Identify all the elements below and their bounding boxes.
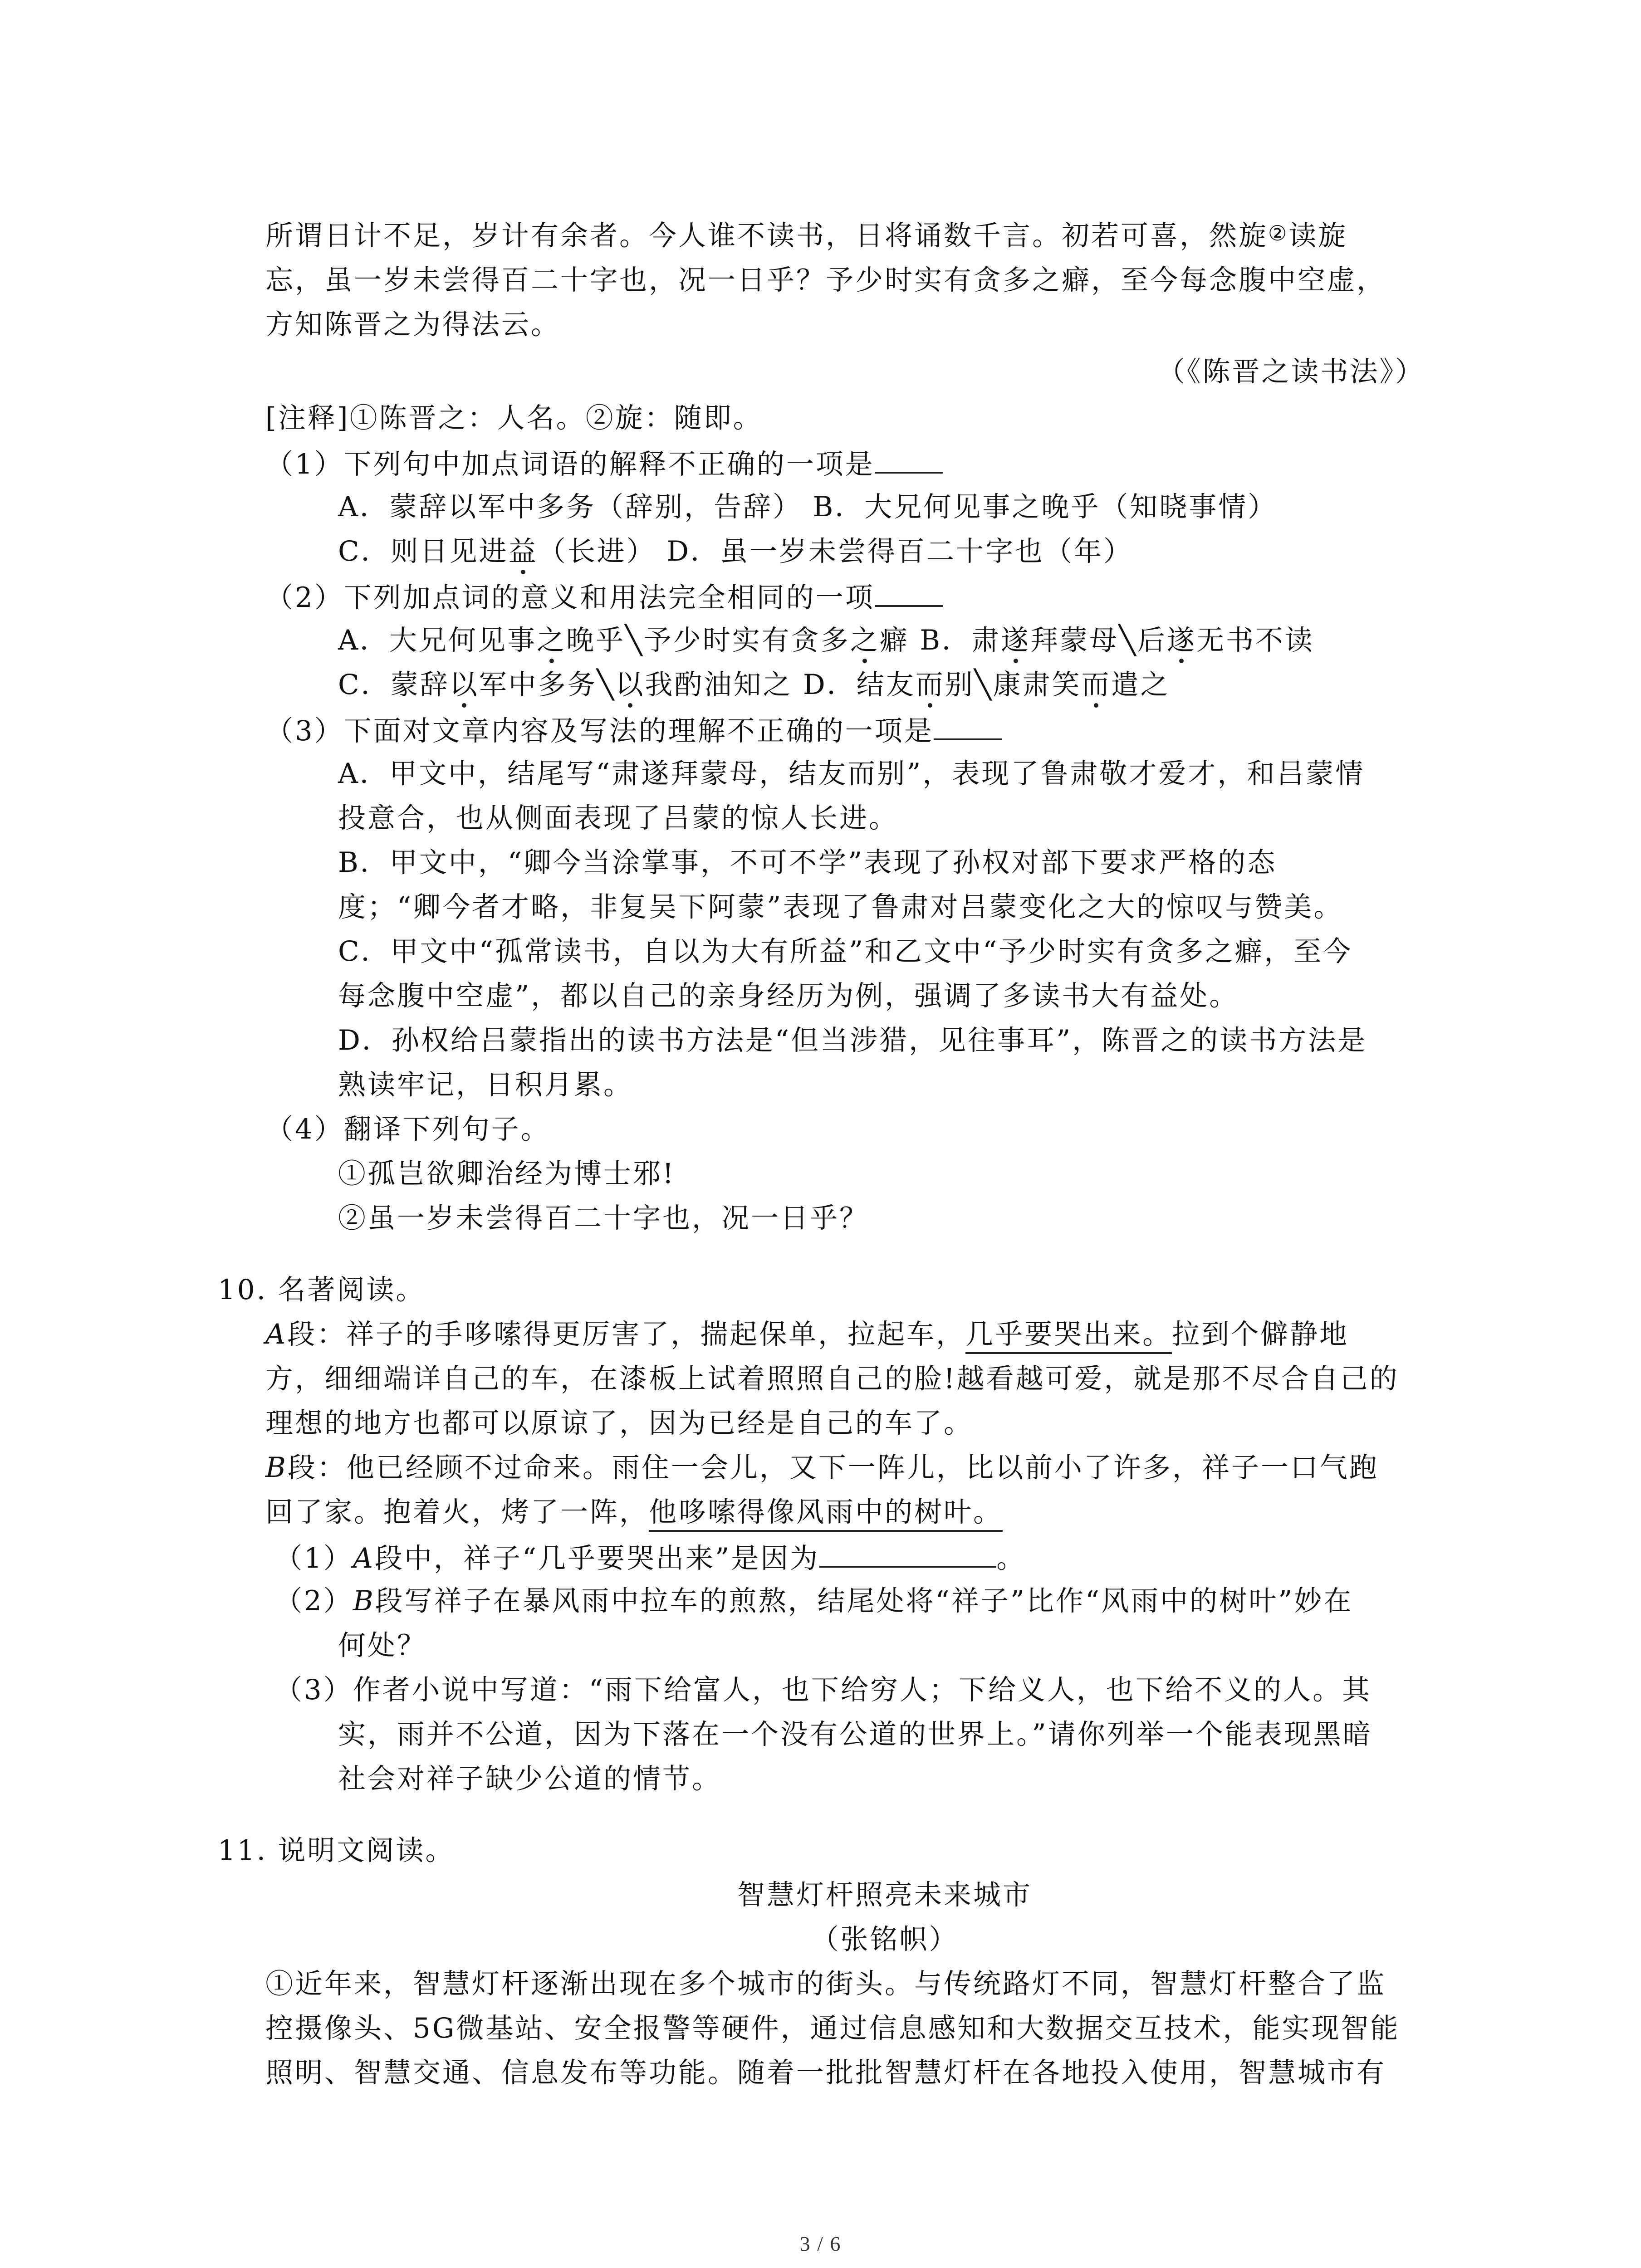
article-author: （张铭帜）: [811, 1923, 959, 1955]
answer-blank[interactable]: [934, 711, 1002, 740]
q9-3-option-b: B．甲文中，“卿今当涂掌事，不可不学”表现了孙权对部下要求严格的态: [338, 846, 1277, 879]
q9-1-options-ab: A．蒙辞以军中多务（辞别，告辞） B．大兄何见事之晚乎（知晓事情）: [338, 491, 1278, 523]
answer-blank[interactable]: [875, 578, 943, 607]
page-number: 3 / 6: [799, 2232, 842, 2255]
q9-3-option-c-cont: 每念腹中空虚”，都以自己的亲身经历为例，强调了多读书大有益处。: [338, 980, 1239, 1012]
annotation-note: [注释]①陈晋之：人名。②旋：随即。: [265, 402, 763, 434]
q10-passage-b-2: 回了家。抱着火，烤了一阵，他哆嗦得像风雨中的树叶。: [265, 1494, 1003, 1530]
q10-sub-3-cont-2: 社会对祥子缺少公道的情节。: [338, 1763, 722, 1795]
q11-title: 11. 说明文阅读。: [218, 1834, 455, 1867]
q10-title: 10. 名著阅读。: [218, 1274, 426, 1306]
q9-1-stem: （1）下列句中加点词语的解释不正确的一项是: [265, 445, 943, 483]
q10-sub-2-cont: 何处？: [338, 1629, 427, 1662]
article-paragraph-line-3: 照明、智慧交通、信息发布等功能。随着一批批智慧灯杆在各地投入使用，智慧城市有: [265, 2057, 1386, 2089]
q9-3-option-b-cont: 度；“卿今者才略，非复吴下阿蒙”表现了鲁肃对吕蒙变化之大的惊叹与赞美。: [338, 891, 1343, 923]
answer-blank[interactable]: [819, 1539, 996, 1568]
q9-4-sentence-1: ①孤岂欲卿治经为博士邪!: [338, 1158, 676, 1190]
q10-sub-3-cont-1: 实，雨并不公道，因为下落在一个没有公道的世界上。”请你列举一个能表现黑暗: [338, 1718, 1372, 1750]
q10-sub-2: （2）B段写祥子在暴风雨中拉车的煎熬，结尾处将“祥子”比作“风雨中的树叶”妙在: [274, 1585, 1353, 1617]
article-paragraph-line-1: ①近年来，智慧灯杆逐渐出现在多个城市的街头。与传统路灯不同，智慧灯杆整合了监: [265, 1968, 1386, 2000]
q9-4-stem: （4）翻译下列句子。: [265, 1113, 550, 1145]
q9-3-option-a: A．甲文中，结尾写“肃遂拜蒙母，结友而别”，表现了鲁肃敬才爱才，和吕蒙情: [338, 758, 1365, 790]
q9-3-stem: （3）下面对文章内容及写法的理解不正确的一项是: [265, 711, 1002, 749]
article-paragraph-line-2: 控摄像头、5G微基站、安全报警等硬件，通过信息感知和大数据交互技术，能实现智能: [265, 2012, 1400, 2044]
q9-3-option-d-cont: 熟读牢记，日积月累。: [338, 1069, 633, 1101]
q10-passage-a-2: 方，细细端详自己的车，在漆板上试着照照自己的脸!越看越可爱，就是那不尽合自己的: [265, 1363, 1399, 1395]
q9-3-option-c: C．甲文中“孤常读书，自以为大有所益”和乙文中“予少时实有贪多之癖，至今: [338, 935, 1353, 968]
passage-line-1: 所谓日计不足，岁计有余者。今人谁不读书，日将诵数千言。初若可喜，然旋②读旋: [265, 220, 1348, 252]
passage-source: （《陈晋之读书法》）: [1157, 356, 1425, 388]
passage-line-2: 忘，虽一岁未尝得百二十字也，况一日乎？予少时实有贪多之癖，至今每念腹中空虚，: [265, 264, 1386, 296]
q10-passage-b-1: B段：他已经顾不过命来。雨住一会儿，又下一阵儿，比以前小了许多，祥子一口气跑: [265, 1452, 1379, 1484]
passage-line-3: 方知陈晋之为得法云。: [265, 308, 561, 341]
q9-3-option-d: D．孙权给吕蒙指出的读书方法是“但当涉猎，见往事耳”，陈晋之的读书方法是: [338, 1024, 1367, 1056]
q10-sub-1: （1）A段中，祥子“几乎要哭出来”是因为 。: [274, 1539, 1026, 1577]
q9-4-sentence-2: ②虽一岁未尝得百二十字也，况一日乎？: [338, 1202, 869, 1234]
q10-passage-a-1: A段：祥子的手哆嗦得更厉害了，揣起保单，拉起车，几乎要哭出来。拉到个僻静地: [265, 1316, 1349, 1353]
q9-2-options-cd: C．蒙辞以军中多务╲以我酌油知之 D．结友而别╲康肃笑而遣之: [338, 667, 1170, 703]
q9-2-options-ab: A．大兄何见事之晚乎╲予少时实有贪多之癖 B．肃遂拜蒙母╲后遂无书不读: [338, 622, 1314, 659]
q10-passage-a-3: 理想的地方也都可以原谅了，因为已经是自己的车了。: [265, 1407, 974, 1439]
answer-blank[interactable]: [875, 445, 943, 474]
q9-1-options-cd: C．则日见进益（长进） D．虽一岁未尝得百二十字也（年）: [338, 533, 1133, 570]
q10-sub-3: （3）作者小说中写道：“雨下给富人，也下给穷人；下给义人，也下给不义的人。其: [274, 1674, 1372, 1706]
q9-2-stem: （2）下列加点词的意义和用法完全相同的一项: [265, 578, 943, 616]
article-title: 智慧灯杆照亮未来城市: [737, 1879, 1032, 1911]
q9-3-option-a-cont: 投意合，也从侧面表现了吕蒙的惊人长进。: [338, 802, 899, 834]
